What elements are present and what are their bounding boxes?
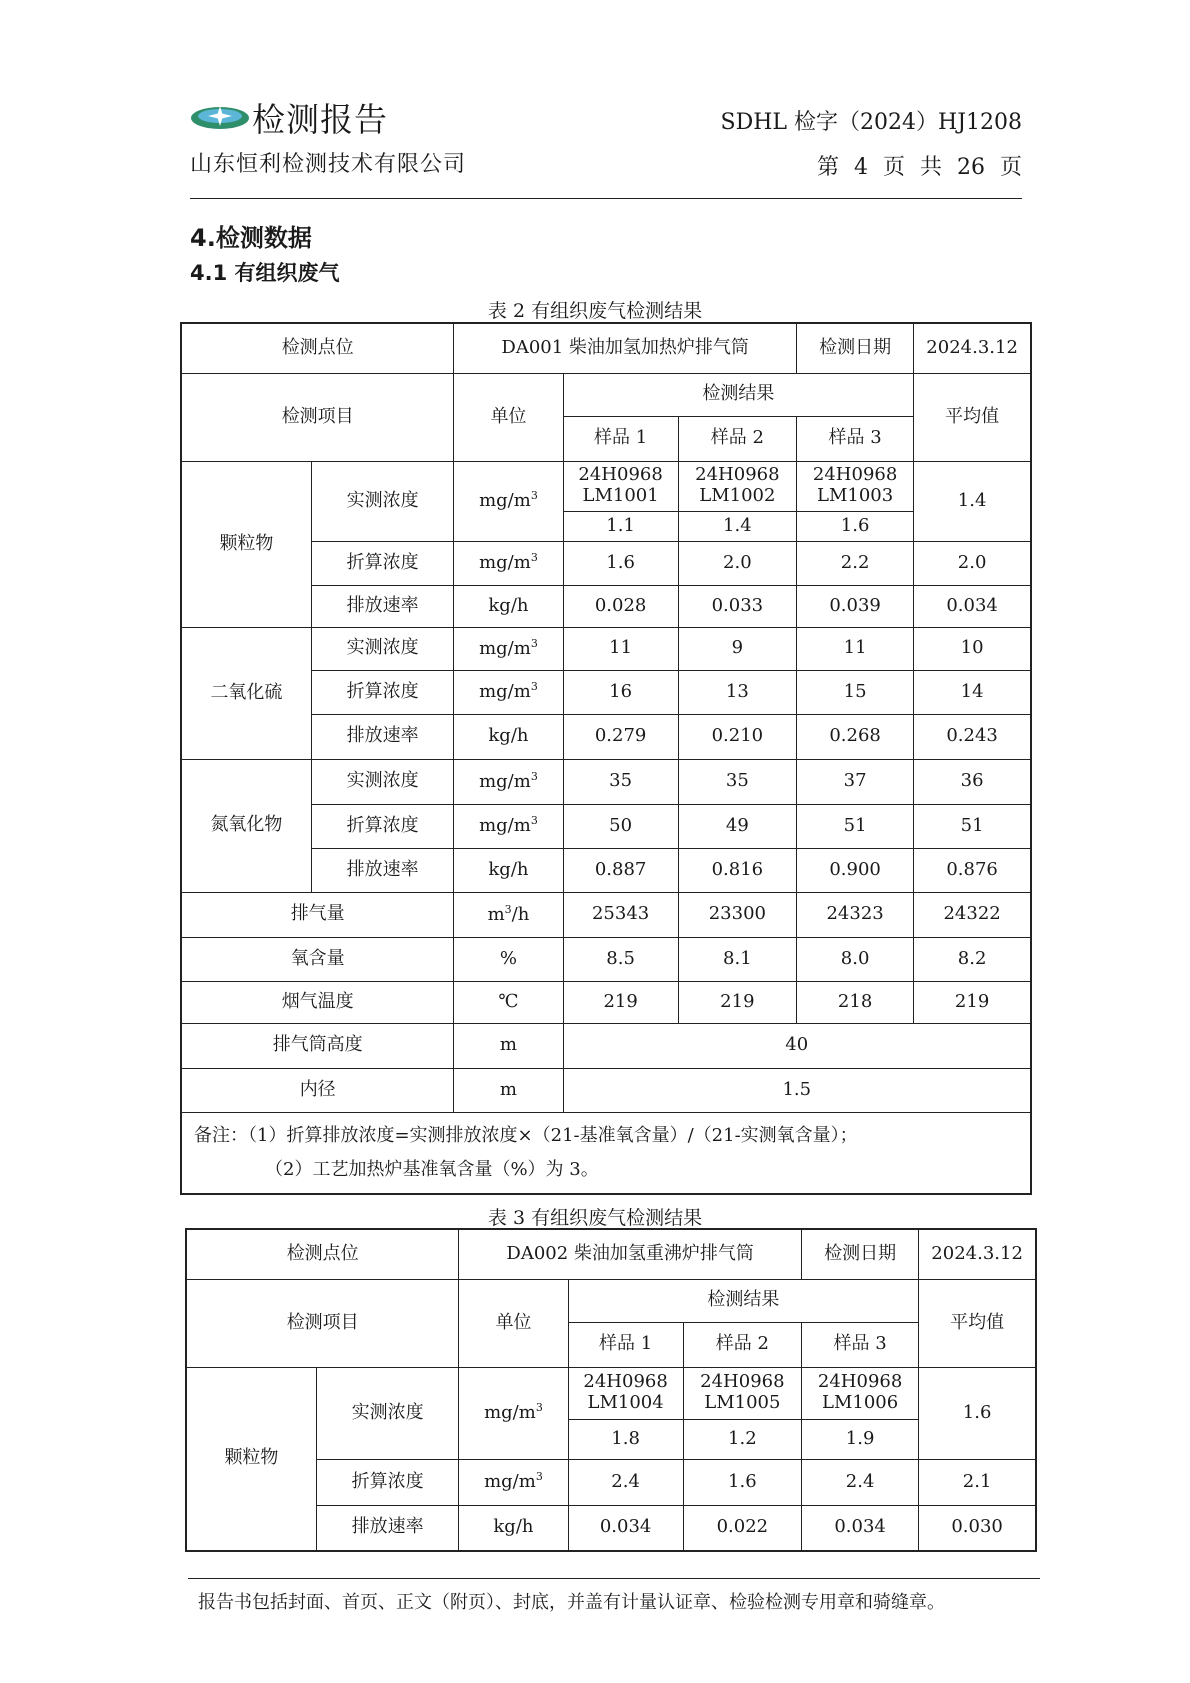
t2-so2-rate-unit: kg/h — [454, 714, 563, 759]
t2-sample-3: 样品 3 — [796, 416, 913, 461]
page-info: 第 4 页 共 26 页 — [817, 155, 1022, 180]
t2-so2-converted-unit: $mg/m^3$ — [454, 670, 563, 714]
t2-oxygen-unit: % — [454, 937, 563, 981]
t2-flow-2: 23300 — [678, 892, 796, 937]
t2-so2-converted-2: 13 — [678, 670, 796, 714]
t2-oxygen-label: 氧含量 — [181, 937, 454, 981]
table3-caption: 表 3 有组织废气检测结果 — [487, 1207, 703, 1229]
t2-so2-measured-avg: 10 — [914, 627, 1031, 670]
t2-nox-measured-label: 实测浓度 — [311, 759, 454, 804]
t2-pm-converted-2: 2.0 — [678, 541, 796, 585]
t2-oxygen-3: 8.0 — [796, 937, 913, 981]
t2-nox-converted-3: 51 — [796, 804, 913, 848]
t2-diameter-label: 内径 — [181, 1068, 454, 1112]
report-title: 检测报告 — [252, 100, 388, 139]
t2-pm-code-2: 24H0968 LM1002 — [678, 461, 796, 511]
t3-pm-measured-unit: $mg/m^3$ — [459, 1367, 568, 1459]
t2-nox-converted-2: 49 — [678, 804, 796, 848]
t2-nox-measured-avg: 36 — [914, 759, 1031, 804]
t3-sample-2: 样品 2 — [683, 1322, 801, 1367]
t2-pm-name: 颗粒物 — [181, 461, 311, 627]
t2-pm-measured-2: 1.4 — [678, 511, 796, 541]
t2-so2-rate-3: 0.268 — [796, 714, 913, 759]
t2-height-label: 排气筒高度 — [181, 1023, 454, 1068]
t2-so2-measured-label: 实测浓度 — [311, 627, 454, 670]
t2-diameter-value: 1.5 — [563, 1068, 1031, 1112]
t2-col-result: 检测结果 — [563, 373, 914, 416]
t2-so2-measured-1: 11 — [563, 627, 678, 670]
t3-pm-measured-2: 1.2 — [683, 1419, 801, 1459]
footer-note: 报告书包括封面、首页、正文（附页）、封底，并盖有计量认证章、检验检测专用章和骑缝章。 — [198, 1592, 945, 1613]
t2-nox-name: 氮氧化物 — [181, 759, 311, 892]
t2-date-value: 2024.3.12 — [914, 323, 1031, 373]
header-divider — [190, 198, 1022, 199]
t2-height-value: 40 — [563, 1023, 1031, 1068]
t2-nox-measured-2: 35 — [678, 759, 796, 804]
table2 — [180, 322, 1032, 1195]
t2-oxygen-avg: 8.2 — [914, 937, 1031, 981]
report-header-right — [721, 105, 1022, 181]
t3-pm-converted-2: 1.6 — [683, 1459, 801, 1505]
t2-pm-code-3: 24H0968 LM1003 — [796, 461, 913, 511]
t3-pm-code-2: 24H0968 LM1005 — [683, 1367, 801, 1419]
t2-temp-label: 烟气温度 — [181, 981, 454, 1023]
t2-nox-converted-1: 50 — [563, 804, 678, 848]
t2-temp-3: 218 — [796, 981, 913, 1023]
t3-pm-measured-label: 实测浓度 — [316, 1367, 459, 1459]
t2-pm-converted-unit: $mg/m^3$ — [454, 541, 563, 585]
t2-so2-converted-avg: 14 — [914, 670, 1031, 714]
t2-nox-converted-avg: 51 — [914, 804, 1031, 848]
t2-pm-rate-avg: 0.034 — [914, 585, 1031, 627]
t2-so2-converted-1: 16 — [563, 670, 678, 714]
t3-col-result: 检测结果 — [568, 1279, 919, 1322]
t3-pm-converted-unit: $mg/m^3$ — [459, 1459, 568, 1505]
t3-sample-3: 样品 3 — [801, 1322, 918, 1367]
t2-pm-measured-1: 1.1 — [563, 511, 678, 541]
report-number: SDHL 检字（2024）HJ1208 — [720, 110, 1022, 135]
t3-date-value: 2024.3.12 — [919, 1229, 1036, 1279]
subsection-heading: 4.1 有组织废气 — [190, 261, 340, 285]
t2-so2-rate-1: 0.279 — [563, 714, 678, 759]
t2-oxygen-1: 8.5 — [563, 937, 678, 981]
t3-col-item: 检测项目 — [186, 1279, 459, 1367]
t3-pm-code-1: 24H0968 LM1004 — [568, 1367, 683, 1419]
t2-pm-converted-3: 2.2 — [796, 541, 913, 585]
t2-so2-converted-label: 折算浓度 — [311, 670, 454, 714]
t2-nox-converted-label: 折算浓度 — [311, 804, 454, 848]
t2-nox-rate-2: 0.816 — [678, 848, 796, 892]
t3-pm-rate-label: 排放速率 — [316, 1505, 459, 1551]
t3-pm-name: 颗粒物 — [186, 1367, 316, 1551]
t2-height-unit: m — [454, 1023, 563, 1068]
t2-pm-code-1: 24H0968 LM1001 — [563, 461, 678, 511]
t2-diameter-unit: m — [454, 1068, 563, 1112]
t2-sample-2: 样品 2 — [678, 416, 796, 461]
t2-col-unit: 单位 — [454, 373, 563, 461]
t2-point-label: 检测点位 — [181, 323, 454, 373]
t3-point-label: 检测点位 — [186, 1229, 459, 1279]
t3-col-unit: 单位 — [459, 1279, 568, 1367]
t2-date-label: 检测日期 — [796, 323, 913, 373]
t2-temp-avg: 219 — [914, 981, 1031, 1023]
t2-nox-rate-avg: 0.876 — [914, 848, 1031, 892]
t2-pm-measured-unit: $mg/m^3$ — [454, 461, 563, 541]
t3-pm-converted-label: 折算浓度 — [316, 1459, 459, 1505]
t3-pm-rate-2: 0.022 — [683, 1505, 801, 1551]
t2-nox-rate-1: 0.887 — [563, 848, 678, 892]
t2-nox-measured-1: 35 — [563, 759, 678, 804]
t2-temp-1: 219 — [563, 981, 678, 1023]
t2-nox-rate-3: 0.900 — [796, 848, 913, 892]
t2-so2-rate-avg: 0.243 — [914, 714, 1031, 759]
t2-nox-measured-unit: $mg/m^3$ — [454, 759, 563, 804]
t2-pm-measured-label: 实测浓度 — [311, 461, 454, 541]
section-heading: 4.检测数据 — [190, 224, 312, 252]
t3-pm-converted-1: 2.4 — [568, 1459, 683, 1505]
t2-temp-unit: ℃ — [454, 981, 563, 1023]
t2-pm-rate-1: 0.028 — [563, 585, 678, 627]
t2-so2-measured-unit: $mg/m^3$ — [454, 627, 563, 670]
report-header-left — [190, 94, 466, 178]
t2-nox-rate-label: 排放速率 — [311, 848, 454, 892]
t2-pm-converted-1: 1.6 — [563, 541, 678, 585]
t3-pm-rate-unit: kg/h — [459, 1505, 568, 1551]
company-name: 山东恒利检测技术有限公司 — [190, 152, 467, 177]
t2-pm-converted-label: 折算浓度 — [311, 541, 454, 585]
t3-pm-converted-avg: 2.1 — [919, 1459, 1036, 1505]
t3-point-value: DA002 柴油加氢重沸炉排气筒 — [459, 1229, 802, 1279]
t2-nox-measured-3: 37 — [796, 759, 913, 804]
t2-nox-converted-unit: $mg/m^3$ — [454, 804, 563, 848]
t2-sample-1: 样品 1 — [563, 416, 678, 461]
t3-col-avg: 平均值 — [919, 1279, 1036, 1367]
t2-point-value: DA001 柴油加氢加热炉排气筒 — [454, 323, 797, 373]
t2-pm-rate-label: 排放速率 — [311, 585, 454, 627]
t2-so2-rate-2: 0.210 — [678, 714, 796, 759]
t2-so2-rate-label: 排放速率 — [311, 714, 454, 759]
t2-flow-1: 25343 — [563, 892, 678, 937]
t2-col-avg: 平均值 — [914, 373, 1031, 461]
t2-pm-measured-avg: 1.4 — [914, 461, 1031, 541]
table3 — [185, 1228, 1037, 1552]
t3-pm-measured-avg: 1.6 — [919, 1367, 1036, 1459]
company-logo-icon — [190, 101, 250, 135]
t2-note-2: （2）工艺加热炉基准氧含量（%）为 3。 — [265, 1158, 599, 1180]
t3-pm-rate-3: 0.034 — [801, 1505, 918, 1551]
t2-pm-rate-2: 0.033 — [678, 585, 796, 627]
logo-row — [190, 94, 466, 141]
t2-so2-measured-3: 11 — [796, 627, 913, 670]
t2-notes — [181, 1112, 1031, 1194]
t2-flow-label: 排气量 — [181, 892, 454, 937]
table2-caption: 表 2 有组织废气检测结果 — [487, 300, 703, 322]
t2-pm-rate-unit: kg/h — [454, 585, 563, 627]
t2-col-item: 检测项目 — [181, 373, 454, 461]
t2-flow-3: 24323 — [796, 892, 913, 937]
t2-flow-unit: $m^3/h$ — [454, 892, 563, 937]
t2-so2-measured-2: 9 — [678, 627, 796, 670]
t2-pm-rate-3: 0.039 — [796, 585, 913, 627]
t2-pm-converted-avg: 2.0 — [914, 541, 1031, 585]
t3-pm-rate-1: 0.034 — [568, 1505, 683, 1551]
t3-sample-1: 样品 1 — [568, 1322, 683, 1367]
t2-nox-rate-unit: kg/h — [454, 848, 563, 892]
t3-pm-measured-3: 1.9 — [801, 1419, 918, 1459]
t3-pm-code-3: 24H0968 LM1006 — [801, 1367, 918, 1419]
t2-temp-2: 219 — [678, 981, 796, 1023]
t2-note-1: 备注：（1）折算排放浓度=实测排放浓度×（21-基准氧含量）/（21-实测氧含量）； — [194, 1124, 858, 1146]
t2-so2-name: 二氧化硫 — [181, 627, 311, 759]
t3-pm-measured-1: 1.8 — [568, 1419, 683, 1459]
t2-oxygen-2: 8.1 — [678, 937, 796, 981]
t3-pm-rate-avg: 0.030 — [919, 1505, 1036, 1551]
t2-pm-measured-3: 1.6 — [796, 511, 913, 541]
t2-flow-avg: 24322 — [914, 892, 1031, 937]
t3-date-label: 检测日期 — [801, 1229, 918, 1279]
t3-pm-converted-3: 2.4 — [801, 1459, 918, 1505]
t2-so2-converted-3: 15 — [796, 670, 913, 714]
footer-divider — [188, 1578, 1040, 1579]
